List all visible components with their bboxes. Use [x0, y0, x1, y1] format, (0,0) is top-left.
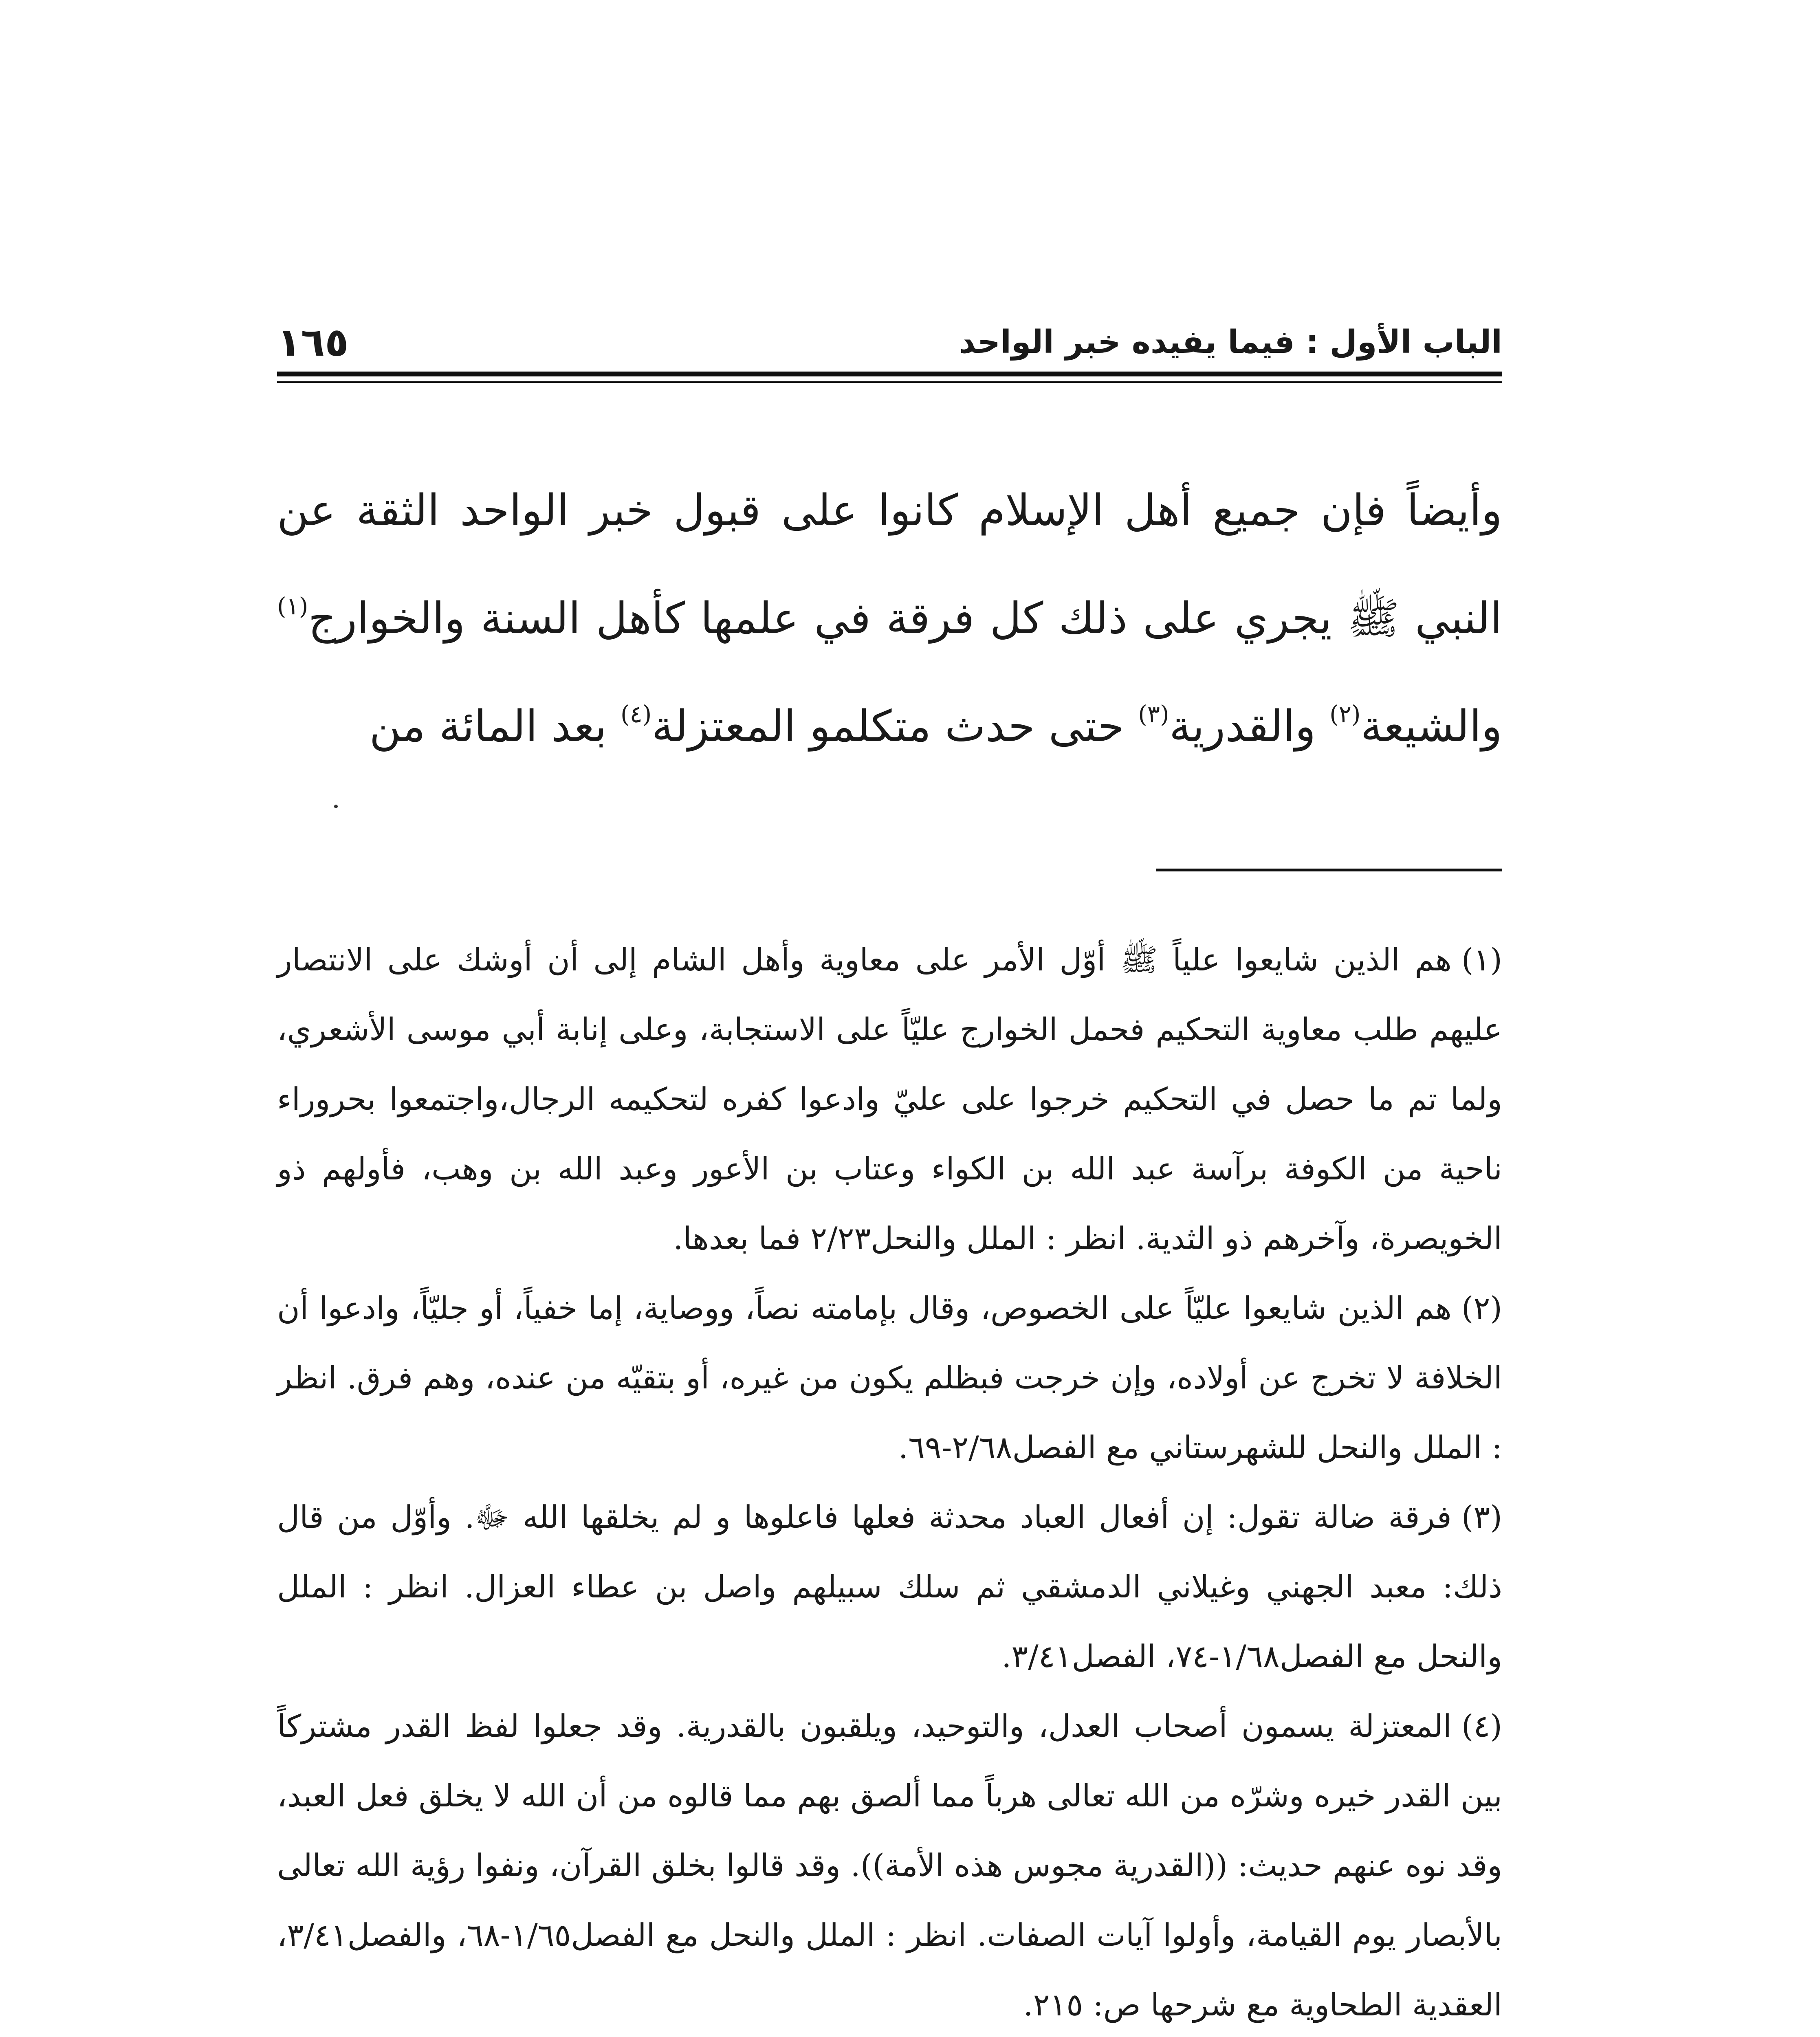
footnote-4 [277, 1691, 1502, 2037]
paragraph-text: والقدرية [1169, 701, 1316, 751]
footnote-number: (٢) [1461, 1290, 1502, 1326]
footnote-2 [277, 1273, 1502, 1482]
footnote-text: هم الذين شايعوا علياً ﷺ أوّل الأمر على معاوية وأهل الشام إلى أن أوشك على الانتصار عليهم طلب معاوية التحكيم فحمل الخوارج عليّاً على الاستجابة، وعلى إنابة أبي موسى الأشعري، ولما تم ما حصل في التحكيم خرجوا على عليّ وادعوا كفره لتحكيمه الرجال،واجتمعوا بحروراء ناحية من الكوفة برآسة عبد الله بن الكواء وعتاب بن الأعور وعبد الله بن وهب، فأولهم ذو الخويصرة، وآخرهم ذو الثدية. انظر : الملل والنحل٢/٢٣ فما بعدها. [277, 942, 1503, 1256]
footnote-1 [277, 925, 1502, 1273]
paragraph-text: حتى حدث متكلمو المعتزلة [651, 701, 1125, 751]
footnote-number: (٤) [1461, 1708, 1502, 1744]
main-paragraph [277, 456, 1502, 780]
paragraph-text: والشيعة [1360, 701, 1502, 751]
header-rule [277, 372, 1502, 376]
chapter-title: الباب الأول : فيما يفيده خبر الواحد [959, 324, 1502, 361]
footnote-text: المعتزلة يسمون أصحاب العدل، والتوحيد، ويلقبون بالقدرية. وقد جعلوا لفظ القدر مشتركاً بين القدر خيره وشرّه من الله تعالى هرباً مما ألصق بهم مما قالوه من أن الله لا يخلق فعل العبد، وقد نوه عنهم حديث: ((القدرية مجوس هذه الأمة)). وقد قالوا بخلق القرآن، ونفوا رؤية الله تعالى بالأبصار يوم القيامة، وأولوا آيات الصفات. انظر : الملل والنحل مع الفصل١/٦٥-٦٨، والفصل٣/٤١، العقدية الطحاوية مع شرحها ص: ٢١٥. [277, 1708, 1502, 2023]
paragraph-text: بعد المائة من [369, 701, 607, 751]
footnote-number: (٣) [1461, 1499, 1502, 1535]
footnote-ref-4: (٤) [621, 700, 652, 728]
footnote-3 [277, 1482, 1502, 1691]
footnote-separator [1156, 869, 1502, 871]
footnote-text: فرقة ضالة تقول: إن أفعال العباد محدثة فعلها فاعلوها و لم يخلقها الله ﷻ. وأوّل من قال ذلك: معبد الجهني وغيلاني الدمشقي ثم سلك سبيلهم واصل بن عطاء العزال. انظر : الملل والنحل مع الفصل١/٦٨-٧٤، الفصل٣/٤١. [277, 1499, 1502, 1674]
paragraph-text: وأيضاً فإن جميع أهل الإسلام كانوا على قبول خبر الواحد الثقة عن النبي ﷺ يجري على ذلك كل فرقة في علمها كأهل السنة والخوارج [277, 485, 1503, 643]
print-speck [334, 805, 338, 808]
running-header [277, 318, 1502, 367]
footnote-ref-2: (٢) [1329, 700, 1361, 728]
header-rule-thin [277, 381, 1502, 383]
footnote-number: (١) [1461, 942, 1502, 978]
footnotes [277, 925, 1502, 2037]
footnote-ref-3: (٣) [1138, 700, 1169, 728]
footnote-text: هم الذين شايعوا عليّاً على الخصوص، وقال بإمامته نصاً، ووصاية، إما خفياً، أو جليّاً، وادعوا أن الخلافة لا تخرج عن أولاده، وإن خرجت فبظلم يكون من غيره، أو بتقيّه من عنده، وهم فرق. انظر : الملل والنحل للشهرستاني مع الفصل٢/٦٨-٦٩. [277, 1290, 1502, 1465]
page-number: ١٦٥ [277, 319, 349, 365]
footnote-ref-1: (١) [277, 592, 308, 620]
